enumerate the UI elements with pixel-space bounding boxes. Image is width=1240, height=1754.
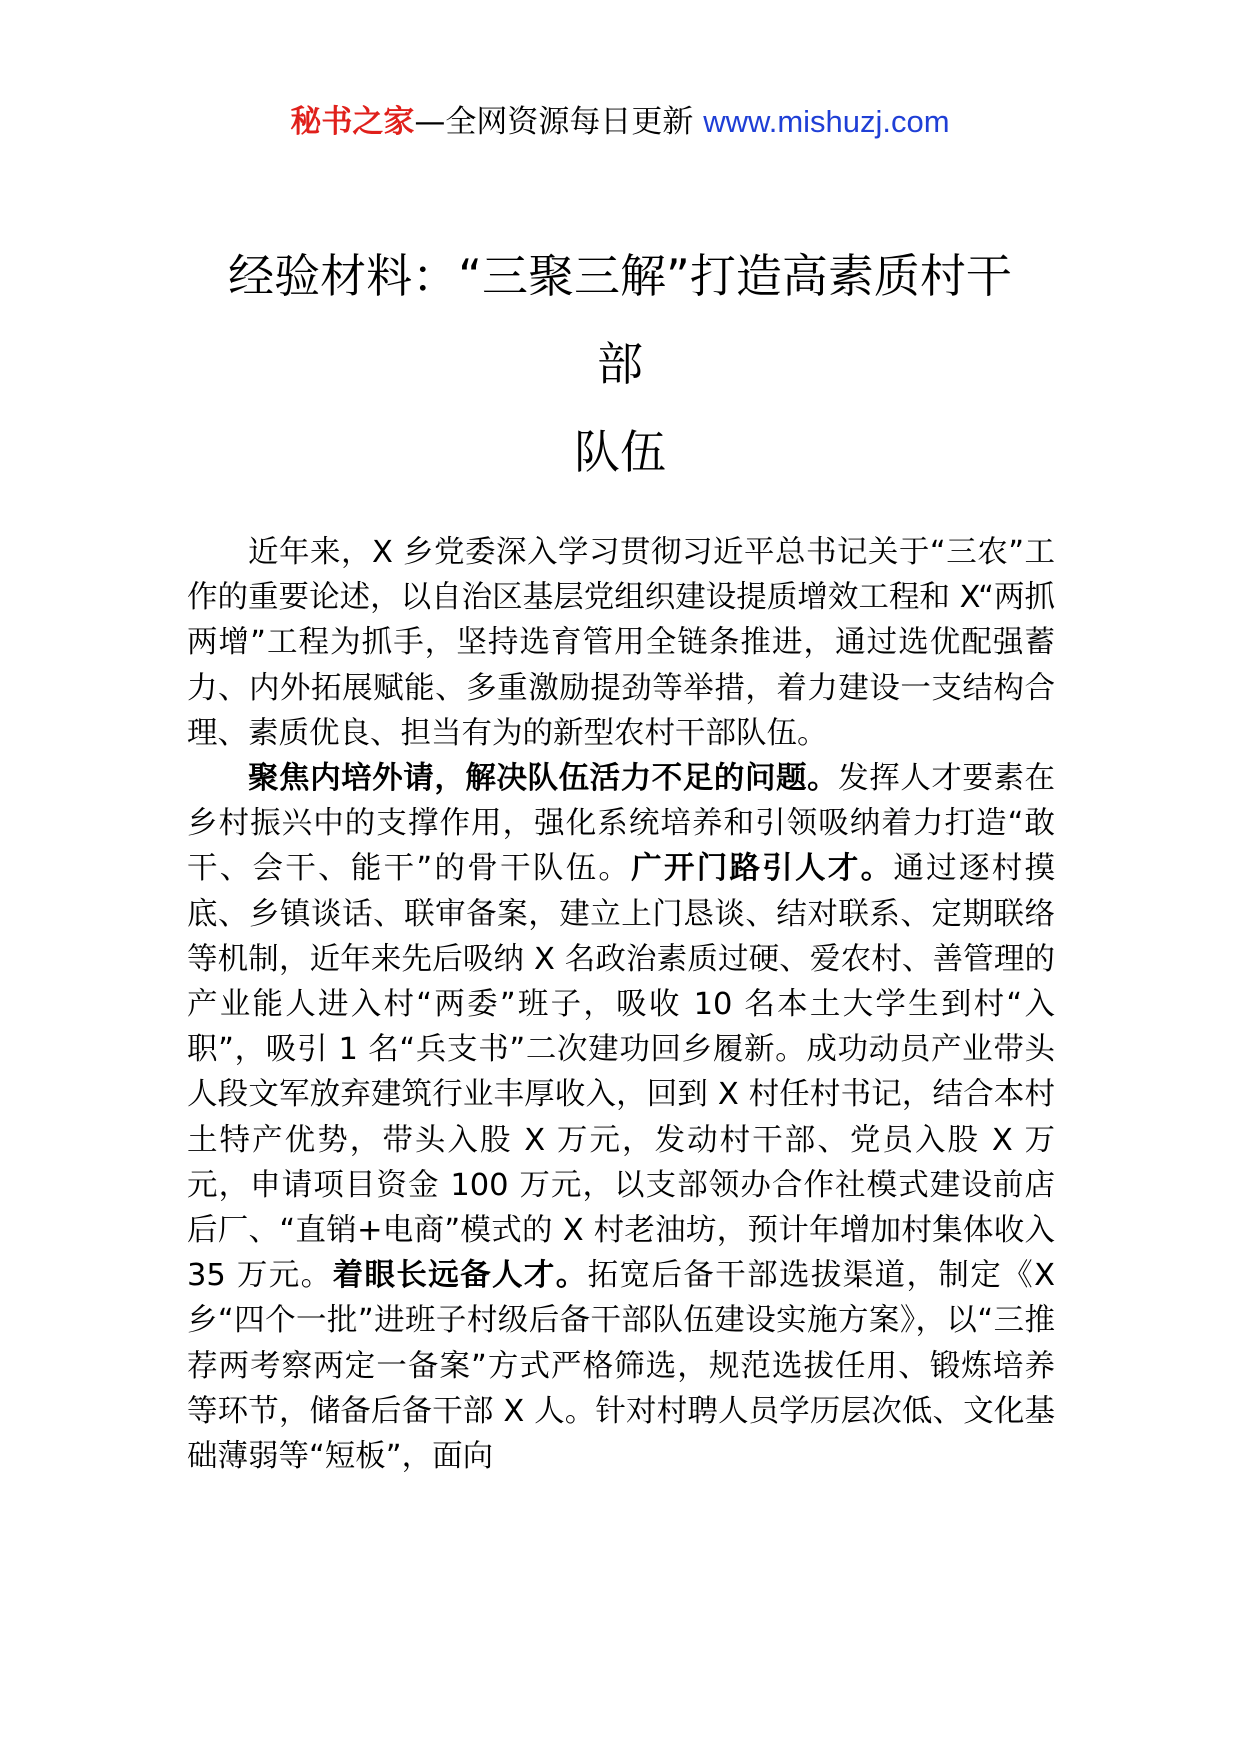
title-line-3: 队伍 <box>574 425 666 479</box>
site-url-link[interactable]: www.mishuzj.com <box>703 104 950 139</box>
section-heading: 聚焦内培外请，解决队伍活力不足的问题。 <box>248 761 839 797</box>
subsection-heading-2: 着眼长远备人才。 <box>332 1258 588 1294</box>
section-text-3: 拓宽后备干部选拔渠道，制定《X 乡“四个一批”进班子村级后备干部队伍建设实施方案》，以“三推荐两考察两定一备案”方式严格筛选，规范选拔任用、锻炼培养等环节，储备后备干部 X 人。针对村聘人员学历层次低、文化基础薄弱等“短板”，面向 <box>187 1258 1055 1475</box>
intro-paragraph: 近年来，X 乡党委深入学习贯彻习近平总书记关于“三农”工作的重要论述，以自治区基层党组织建设提质增效工程和 X“两抓两增”工程为抓手，坚持选育管用全链条推进，通过选优配强蓄力、内外拓展赋能、多重激励提劲等举措，着力建设一支结构合理、素质优良、担当有为的新型农村干部队伍。 <box>187 535 1055 751</box>
section-text-2: 通过逐村摸底、乡镇谈话、联审备案，建立上门恳谈、结对联系、定期联络等机制，近年来先后吸纳 X 名政治素质过硬、爱农村、善管理的产业能人进入村“两委”班子，吸收 10 名本土大学生到村“入职”，吸引 1 名“兵支书”二次建功回乡履新。成功动员产业带头人段文军放弃建筑行业丰厚收入，回到 X 村任村书记，结合本村土特产优势，带头入股 X 万元，发动村干部、党员入股 X 万元，申请项目资金 100 万元，以支部领办合作社模式建设前店后厂、“直销+电商”模式的 X 村老油坊，预计年增加村集体收入 35 万元。 <box>187 851 1055 1294</box>
site-brand: 秘书之家 <box>290 104 415 140</box>
document-title <box>0 232 1240 496</box>
title-line-2: 部 <box>597 337 643 391</box>
subsection-heading-1: 广开门路引人才。 <box>631 851 894 887</box>
site-slogan: —全网资源每日更新 <box>414 104 704 140</box>
site-header <box>0 98 1240 146</box>
title-line-1: 经验材料：“三聚三解”打造高素质村干 <box>228 249 1012 303</box>
section-paragraph-1 <box>187 756 1055 1479</box>
section-text-1: 发挥人才要素在乡村振兴中的支撑作用，强化系统培养和引领吸纳着力打造“敢干、会干、能干”的骨干队伍。 <box>187 761 1056 887</box>
document-body <box>187 530 1055 1479</box>
